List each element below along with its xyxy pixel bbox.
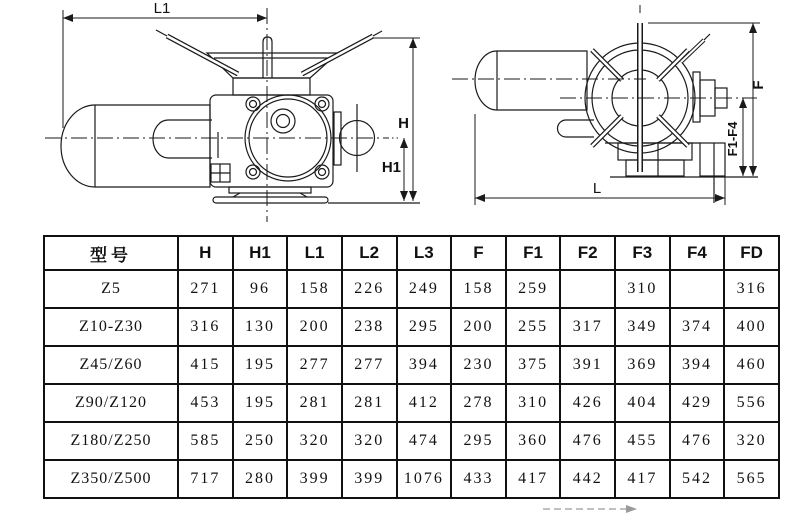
model-cell: Z350/Z500 [44,460,178,498]
dimensions-table [43,235,780,499]
value-cell: 394 [670,346,725,384]
value-cell: 474 [397,422,452,460]
value-cell: 374 [670,308,725,346]
table-row [44,346,779,384]
table-row [44,460,779,498]
value-cell: 400 [724,308,779,346]
motor-body-front [475,51,587,110]
value-cell: 249 [397,270,452,308]
value-cell: 412 [397,384,452,422]
dimension-label-h: H [398,115,409,132]
value-cell: 360 [506,422,561,460]
value-cell: 320 [342,422,397,460]
value-cell: 250 [233,422,288,460]
value-cell: 429 [670,384,725,422]
value-cell: 565 [724,460,779,498]
value-cell: 277 [287,346,342,384]
value-cell: 310 [506,384,561,422]
value-cell: 158 [451,270,506,308]
value-cell: 295 [397,308,452,346]
value-cell: 316 [724,270,779,308]
value-cell: 278 [451,384,506,422]
value-cell: 316 [178,308,233,346]
dimension-label-f1-f4: F1-F4 [725,121,740,157]
column-header: F3 [615,236,670,270]
value-cell: 320 [724,422,779,460]
value-cell: 585 [178,422,233,460]
value-cell: 417 [615,460,670,498]
table-header-row [44,236,779,270]
value-cell: 394 [397,346,452,384]
indicator-window [271,109,295,133]
value-cell: 404 [615,384,670,422]
value-cell: 295 [451,422,506,460]
value-cell: 200 [287,308,342,346]
model-cell: Z45/Z60 [44,346,178,384]
value-cell: 415 [178,346,233,384]
value-cell: 556 [724,384,779,422]
value-cell: 399 [342,460,397,498]
column-header: F [451,236,506,270]
motor-body [61,105,210,187]
model-cell: Z180/Z250 [44,422,178,460]
table-row [44,422,779,460]
value-cell: 195 [233,384,288,422]
value-cell: 717 [178,460,233,498]
value-cell: 226 [342,270,397,308]
value-cell: 391 [560,346,615,384]
value-cell: 280 [233,460,288,498]
column-header: L3 [397,236,452,270]
value-cell: 238 [342,308,397,346]
value-cell: 259 [506,270,561,308]
dimension-label-l: L [592,180,602,197]
value-cell: 349 [615,308,670,346]
value-cell: 230 [451,346,506,384]
value-cell: 96 [233,270,288,308]
value-cell: 317 [560,308,615,346]
dimension-label-f: F [750,80,767,90]
dimension-label-h1: H1 [381,159,401,176]
column-header: L2 [342,236,397,270]
value-cell: 455 [615,422,670,460]
value-cell: 130 [233,308,288,346]
value-cell: 281 [342,384,397,422]
value-cell: 281 [287,384,342,422]
value-cell: 453 [178,384,233,422]
value-cell: 255 [506,308,561,346]
value-cell: 399 [287,460,342,498]
base-flange [213,197,328,203]
model-cell: Z10-Z30 [44,308,178,346]
front-view-drawing [475,5,758,203]
value-cell: 1076 [397,460,452,498]
value-cell: 310 [615,270,670,308]
model-cell: Z90/Z120 [44,384,178,422]
value-cell: 158 [287,270,342,308]
value-cell: 369 [615,346,670,384]
value-cell: 195 [233,346,288,384]
side-view-drawing [61,30,420,203]
model-cell: Z5 [44,270,178,308]
value-cell: 375 [506,346,561,384]
column-header: L1 [287,236,342,270]
column-header-model: 型号 [44,236,178,270]
column-header: F4 [670,236,725,270]
value-cell: 417 [506,460,561,498]
value-cell: 271 [178,270,233,308]
value-cell: 200 [451,308,506,346]
value-cell: 476 [560,422,615,460]
column-header: H [178,236,233,270]
column-header: H1 [233,236,288,270]
column-header: F2 [560,236,615,270]
value-cell [560,270,615,308]
value-cell: 460 [724,346,779,384]
value-cell: 426 [560,384,615,422]
front-view-centerlines [452,79,757,98]
dimension-label-l1: L1 [153,0,171,17]
table-row [44,270,779,308]
cropped-dimension-arrow [543,505,637,513]
value-cell: 542 [670,460,725,498]
value-cell: 277 [342,346,397,384]
shaft-housing [153,120,212,158]
column-header: FD [724,236,779,270]
value-cell: 433 [451,460,506,498]
handwheel-collar [233,78,310,95]
table-row [44,384,779,422]
column-header: F1 [506,236,561,270]
table-row [44,308,779,346]
value-cell [670,270,725,308]
value-cell: 320 [287,422,342,460]
value-cell: 476 [670,422,725,460]
value-cell: 442 [560,460,615,498]
